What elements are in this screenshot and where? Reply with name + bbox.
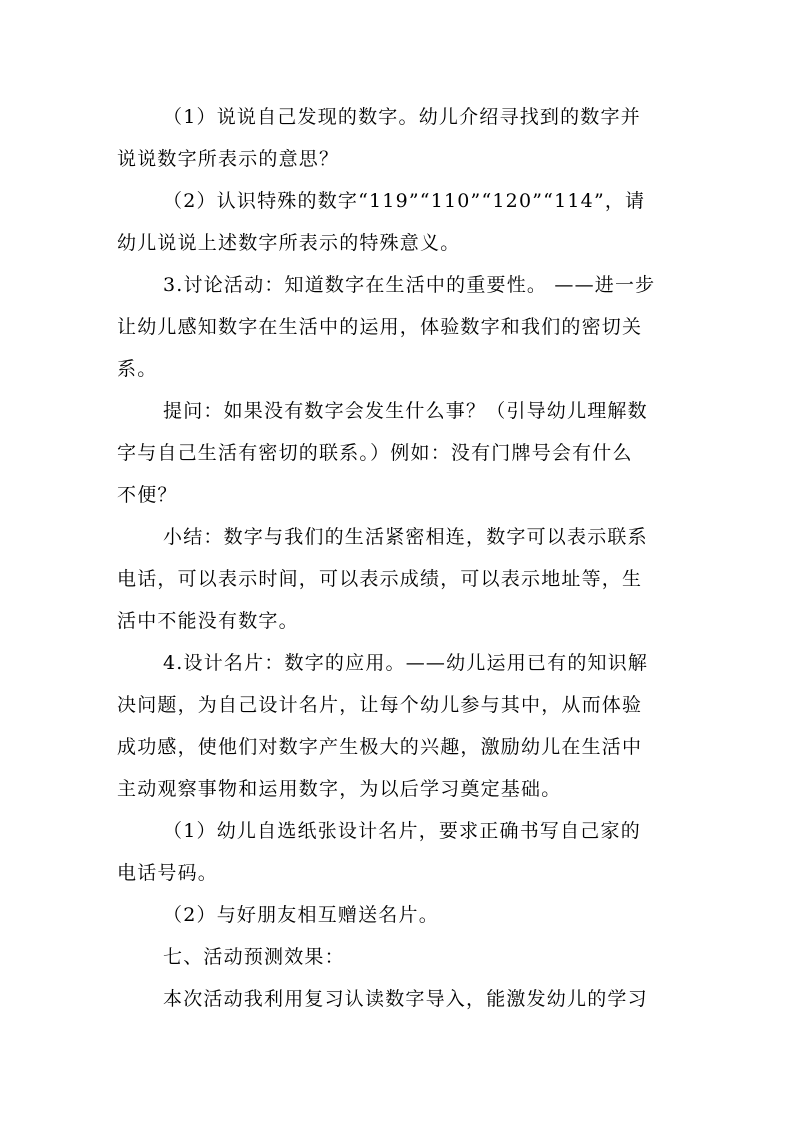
paragraph-line: 说说数字所表示的意思？ <box>117 148 340 170</box>
paragraph-line: 系。 <box>117 358 158 380</box>
paragraph-line: 电话，可以表示时间，可以表示成绩，可以表示地址等，生 <box>117 568 643 590</box>
paragraph-line: 活中不能没有数字。 <box>117 610 299 632</box>
paragraph-line: 4.设计名片：数字的应用。——幼儿运用已有的知识解 <box>163 652 649 674</box>
paragraph-line: （2）与好朋友相互赠送名片。 <box>163 904 439 926</box>
paragraph-line: 字与自己生活有密切的联系。）例如：没有门牌号会有什么 <box>117 442 633 464</box>
section-heading: 七、活动预测效果： <box>163 946 345 968</box>
paragraph-line: 本次活动我利用复习认读数字导入，能激发幼儿的学习 <box>163 988 648 1010</box>
paragraph-line: （2）认识特殊的数字“119”“110”“120”“114”，请 <box>163 190 646 212</box>
paragraph-line: 幼儿说说上述数字所表示的特殊意义。 <box>117 232 461 254</box>
paragraph-line: 小结：数字与我们的生活紧密相连，数字可以表示联系 <box>163 526 648 548</box>
paragraph-line: 电话号码。 <box>117 862 219 884</box>
paragraph-line: 让幼儿感知数字在生活中的运用，体验数字和我们的密切关 <box>117 316 643 338</box>
paragraph-line: 提问：如果没有数字会发生什么事？（引导幼儿理解数 <box>163 400 648 422</box>
paragraph-line: 3.讨论活动：知道数字在生活中的重要性。 ——进一步 <box>163 274 656 296</box>
paragraph-line: 决问题，为自己设计名片，让每个幼儿参与其中，从而体验 <box>117 694 643 716</box>
paragraph-line: （1）幼儿自选纸张设计名片，要求正确书写自己家的 <box>163 820 641 842</box>
paragraph-line: 成功感，使他们对数字产生极大的兴趣，激励幼儿在生活中 <box>117 736 643 758</box>
paragraph-line: 主动观察事物和运用数字，为以后学习奠定基础。 <box>117 778 562 800</box>
paragraph-line: （1）说说自己发现的数字。幼儿介绍寻找到的数字并 <box>163 106 641 128</box>
paragraph-line: 不便？ <box>117 484 178 506</box>
